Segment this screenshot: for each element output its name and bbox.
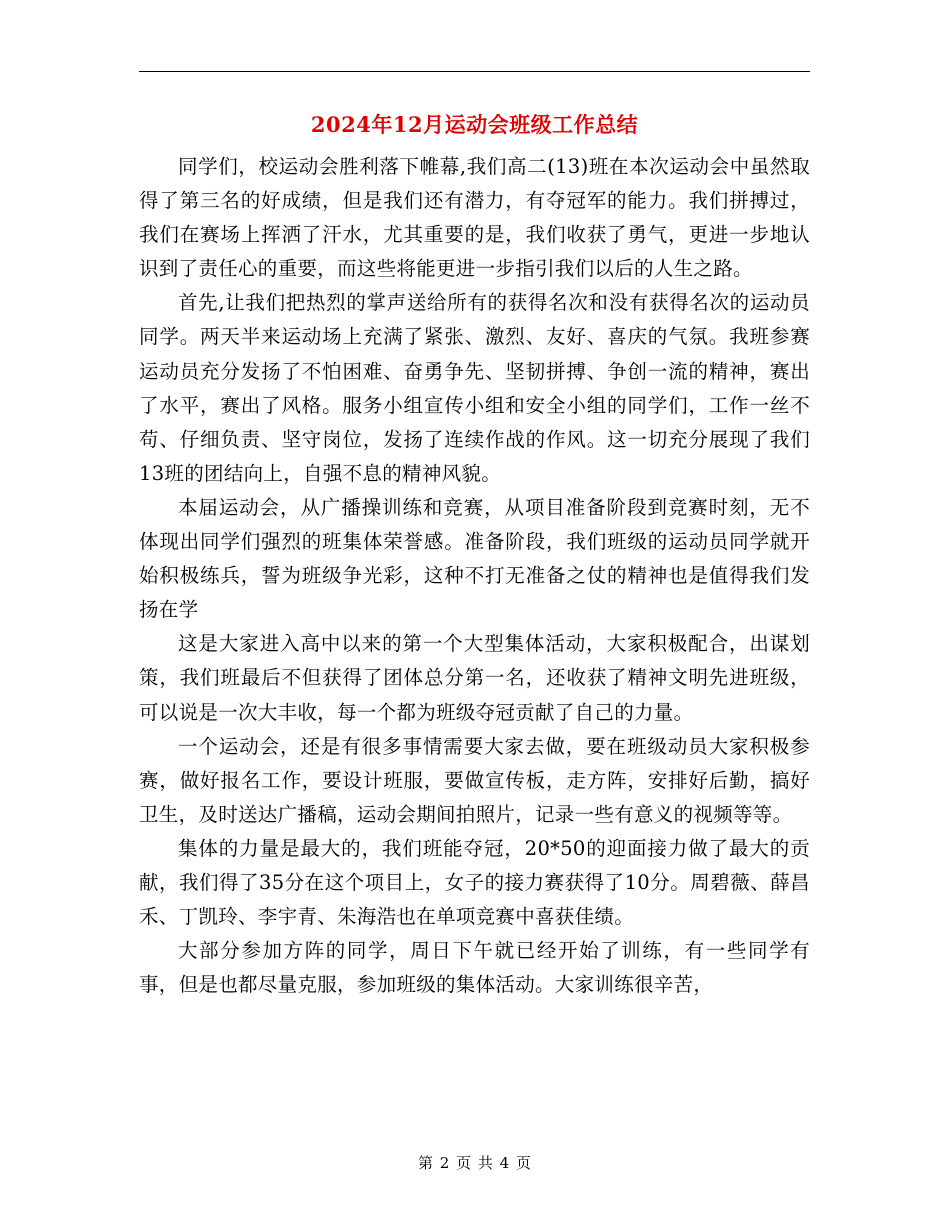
- paragraph-1: 同学们，校运动会胜利落下帷幕,我们高二(13)班在本次运动会中虽然取得了第三名的好成绩，但是我们还有潜力，有夺冠军的能力。我们拼搏过，我们在赛场上挥洒了汗水，尤其重要的是，我们收获了勇气，更进一步地认识到了责任心的重要，而这些将能更进一步指引我们以后的人生之路。: [139, 155, 810, 281]
- paragraph-5: 一个运动会，还是有很多事情需要大家去做，要在班级动员大家积极参赛，做好报名工作，要设计班服，要做宣传板，走方阵，安排好后勤，搞好卫生，及时送达广播稿，运动会期间拍照片，记录一些有意义的视频等等。: [139, 734, 810, 826]
- document-title: 2024年12月运动会班级工作总结: [310, 112, 639, 137]
- document-body: [139, 150, 810, 1002]
- paragraph-3: 本届运动会，从广播操训练和竞赛，从项目准备阶段到竞赛时刻，无不体现出同学们强烈的班集体荣誉感。准备阶段，我们班级的运动员同学就开始积极练兵，誓为班级争光彩，这种不打无准备之仗的精神也是值得我们发扬在学: [139, 495, 810, 622]
- header-rule: [139, 71, 810, 72]
- paragraph-6: 集体的力量是最大的，我们班能夺冠，20*50的迎面接力做了最大的贡献，我们得了35分在这个项目上，女子的接力赛获得了10分。周碧薇、薛昌禾、丁凯玲、李宇青、朱海浩也在单项竞赛中喜获佳绩。: [139, 836, 810, 929]
- paragraph-2: 首先,让我们把热烈的掌声送给所有的获得名次和没有获得名次的运动员同学。两天半来运动场上充满了紧张、激烈、友好、喜庆的气氛。我班参赛运动员充分发扬了不怕困难、奋勇争先、坚韧拼搏、争创一流的精神，赛出了水平，赛出了风格。服务小组宣传小组和安全小组的同学们，工作一丝不苟、仔细负责、坚守岗位，发扬了连续作战的作风。这一切充分展现了我们13班的团结向上，自强不息的精神风貌。: [139, 291, 810, 485]
- paragraph-7: 大部分参加方阵的同学，周日下午就已经开始了训练，有一些同学有事，但是也都尽量克服，参加班级的集体活动。大家训练很辛苦，: [139, 939, 810, 997]
- page-number-footer: 第 2 页 共 4 页: [418, 1154, 532, 1172]
- paragraph-4: 这是大家进入高中以来的第一个大型集体活动，大家积极配合，出谋划策，我们班最后不但获得了团体总分第一名，还收获了精神文明先进班级，可以说是一次大丰收，每一个都为班级夺冠贡献了自己的力量。: [139, 632, 810, 724]
